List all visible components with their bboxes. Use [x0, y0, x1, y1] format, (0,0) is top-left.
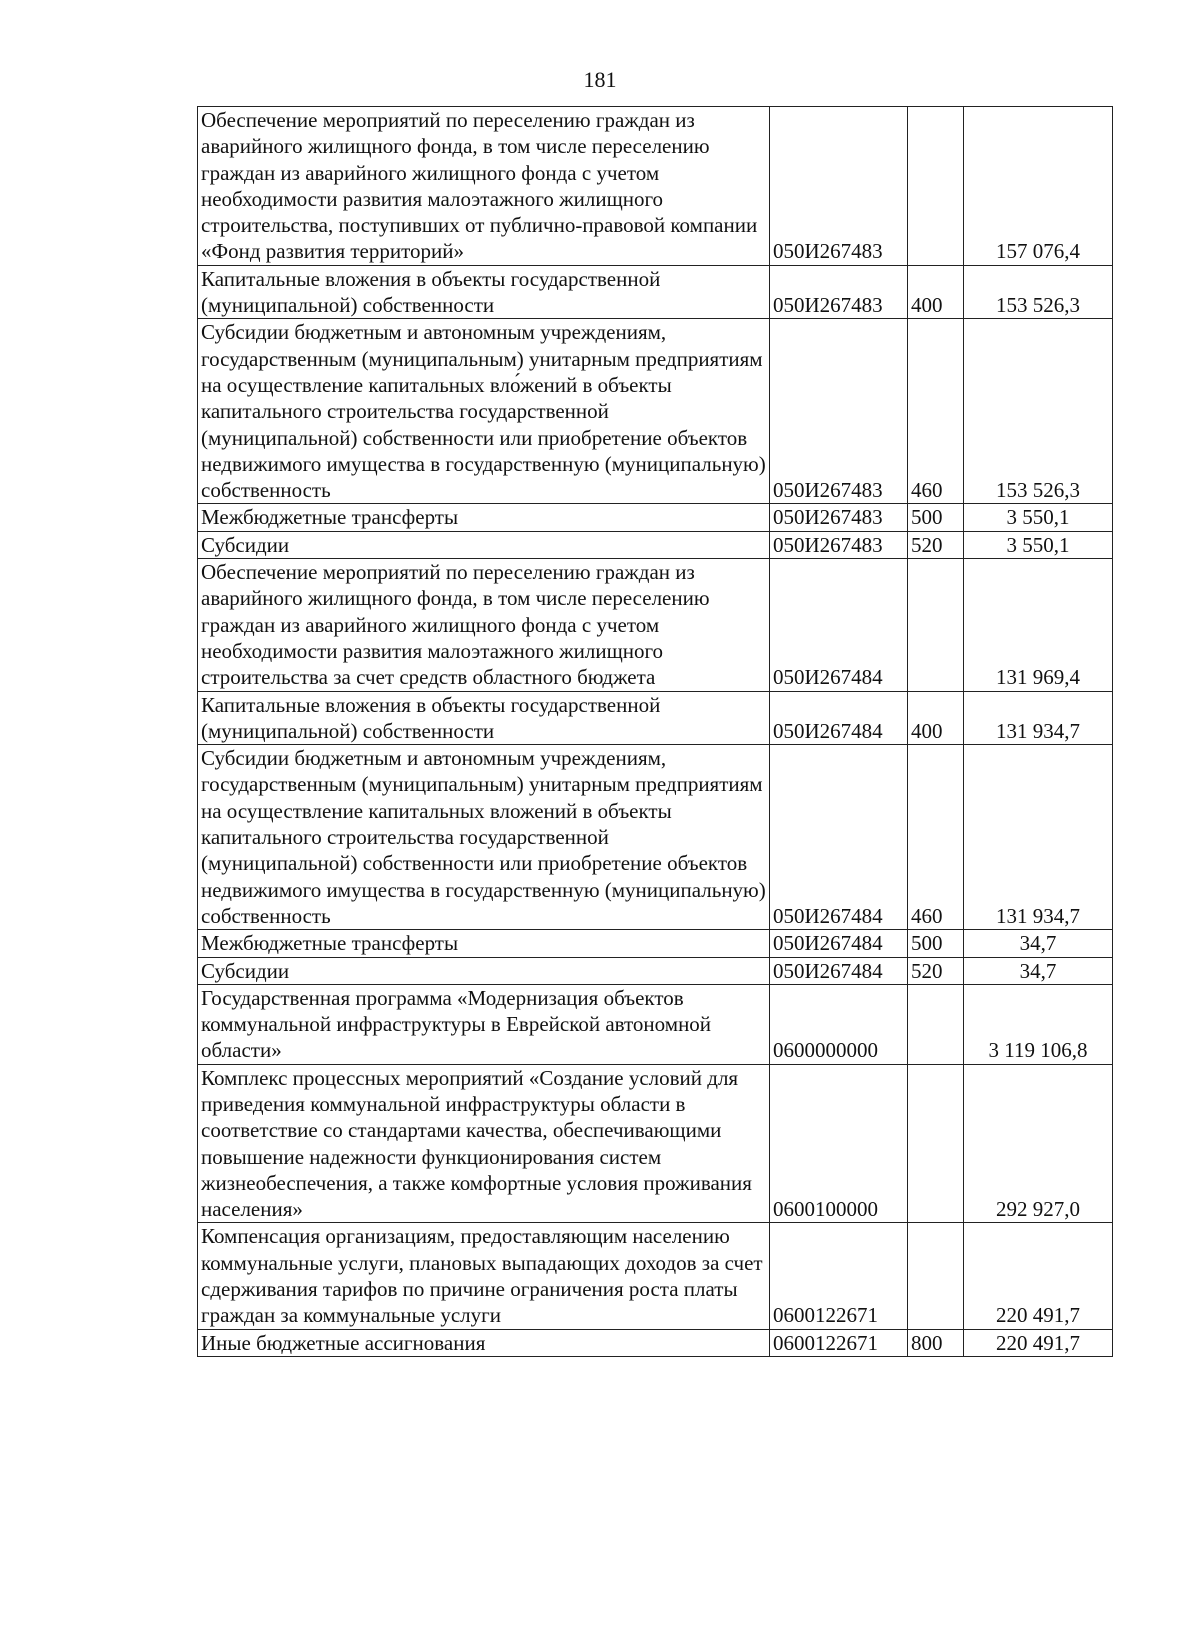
row-name: Субсидии бюджетным и автономным учреждениям, государственным (муниципальным) унитарным предприятиям на осуществление капитальных вложений в объекты капитального строительства государственной (муниципальной) собственности или приобретение объектов недвижимого имущества в государственную (муниципальную) собственность [198, 745, 770, 930]
row-type: 500 [908, 504, 964, 531]
row-name: Субсидии [198, 957, 770, 984]
row-code: 050И267483 [770, 504, 908, 531]
row-code: 050И267483 [770, 265, 908, 319]
row-amount: 157 076,4 [964, 107, 1113, 266]
table-row [198, 691, 1113, 745]
row-type [908, 1064, 964, 1223]
row-name: Обеспечение мероприятий по переселению граждан из аварийного жилищного фонда, в том числе переселению граждан из аварийного жилищного фонда с учетом необходимости развития малоэтажного жилищного строительства, поступивших от публично-правовой компании «Фонд развития территорий» [198, 107, 770, 266]
row-code: 050И267484 [770, 559, 908, 691]
row-amount: 153 526,3 [964, 265, 1113, 319]
table-row [198, 559, 1113, 691]
row-code: 050И267484 [770, 745, 908, 930]
row-type: 800 [908, 1329, 964, 1356]
table-row [198, 745, 1113, 930]
row-type: 400 [908, 265, 964, 319]
table-row [198, 107, 1113, 266]
row-type [908, 1223, 964, 1329]
row-type [908, 559, 964, 691]
row-type [908, 984, 964, 1064]
table-row [198, 1329, 1113, 1356]
row-type: 500 [908, 930, 964, 957]
row-code: 050И267484 [770, 930, 908, 957]
table-row [198, 531, 1113, 558]
row-name: Межбюджетные трансферты [198, 504, 770, 531]
row-name: Компенсация организациям, предоставляющим населению коммунальные услуги, плановых выпадающих доходов за счет сдерживания тарифов по причине ограничения роста платы граждан за коммунальные услуги [198, 1223, 770, 1329]
row-amount: 131 934,7 [964, 691, 1113, 745]
row-type [908, 107, 964, 266]
row-code: 050И267483 [770, 531, 908, 558]
row-name: Субсидии [198, 531, 770, 558]
row-amount: 153 526,3 [964, 319, 1113, 504]
row-type: 520 [908, 957, 964, 984]
row-name: Межбюджетные трансферты [198, 930, 770, 957]
row-code: 050И267484 [770, 691, 908, 745]
row-code: 0600100000 [770, 1064, 908, 1223]
row-amount: 131 934,7 [964, 745, 1113, 930]
row-amount: 34,7 [964, 957, 1113, 984]
row-code: 050И267483 [770, 319, 908, 504]
page-number: 181 [583, 67, 617, 92]
row-amount: 3 550,1 [964, 531, 1113, 558]
row-amount: 220 491,7 [964, 1223, 1113, 1329]
row-amount: 292 927,0 [964, 1064, 1113, 1223]
table-row [198, 1223, 1113, 1329]
row-amount: 34,7 [964, 930, 1113, 957]
row-code: 0600000000 [770, 984, 908, 1064]
row-name: Комплекс процессных мероприятий «Создание условий для приведения коммунальной инфраструктуры области в соответствие со стандартами качества, обеспечивающими повышение надежности функционирования систем жизнеобеспечения, а также комфортные условия проживания населения» [198, 1064, 770, 1223]
row-type: 460 [908, 745, 964, 930]
budget-table [197, 106, 1113, 1357]
row-code: 0600122671 [770, 1329, 908, 1356]
row-name: Капитальные вложения в объекты государственной (муниципальной) собственности [198, 265, 770, 319]
table-row [198, 319, 1113, 504]
row-amount: 131 969,4 [964, 559, 1113, 691]
row-amount: 220 491,7 [964, 1329, 1113, 1356]
table-row [198, 504, 1113, 531]
row-code: 050И267484 [770, 957, 908, 984]
row-name: Субсидии бюджетным и автономным учреждениям, государственным (муниципальным) унитарным предприятиям на осуществление капитальных вло́жений в объекты капитального строительства государственной (муниципальной) собственности или приобретение объектов недвижимого имущества в государственную (муниципальную) собственность [198, 319, 770, 504]
table-row [198, 1064, 1113, 1223]
row-code: 050И267483 [770, 107, 908, 266]
row-name: Обеспечение мероприятий по переселению граждан из аварийного жилищного фонда, в том числе переселению граждан из аварийного жилищного фонда с учетом необходимости развития малоэтажного жилищного строительства за счет средств областного бюджета [198, 559, 770, 691]
table-row [198, 957, 1113, 984]
row-name: Иные бюджетные ассигнования [198, 1329, 770, 1356]
table-row [198, 265, 1113, 319]
row-amount: 3 550,1 [964, 504, 1113, 531]
row-name: Государственная программа «Модернизация объектов коммунальной инфраструктуры в Еврейской автономной области» [198, 984, 770, 1064]
row-code: 0600122671 [770, 1223, 908, 1329]
row-type: 460 [908, 319, 964, 504]
row-type: 520 [908, 531, 964, 558]
row-type: 400 [908, 691, 964, 745]
row-name: Капитальные вложения в объекты государственной (муниципальной) собственности [198, 691, 770, 745]
table-row [198, 984, 1113, 1064]
table-row [198, 930, 1113, 957]
row-amount: 3 119 106,8 [964, 984, 1113, 1064]
